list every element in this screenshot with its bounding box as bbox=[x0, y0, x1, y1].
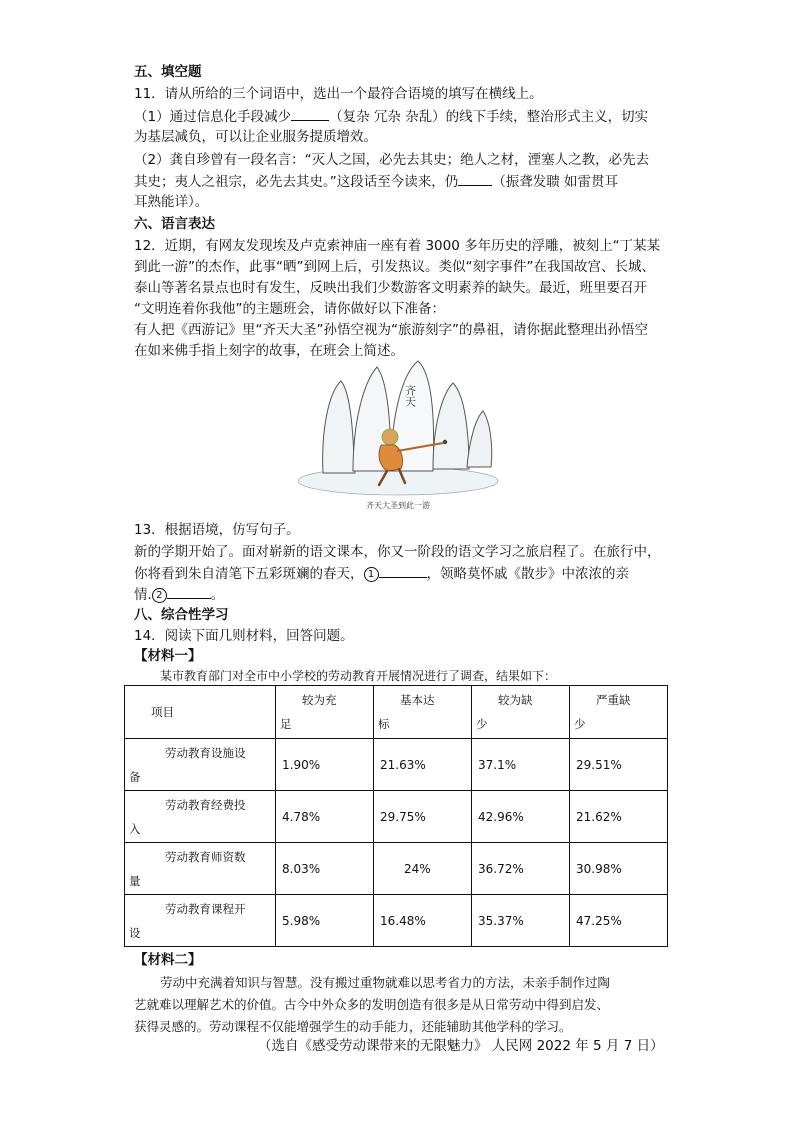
material1-title: 【材料一】 bbox=[134, 648, 202, 664]
q11-stem: 11．请从所给的三个词语中，选出一个最符合语境的填写在横线上。 bbox=[134, 86, 543, 102]
material2-title: 【材料二】 bbox=[134, 952, 202, 968]
q11-part2-line2 bbox=[134, 171, 618, 192]
q11-2-text-c: （振聋发聩 如雷贯耳 bbox=[492, 174, 619, 190]
material2-line3: 获得灵感的。劳动课程不仅能增强学生的动手能力，还能辅助其他学科的学习。 bbox=[134, 1019, 572, 1034]
value-cell: 21.63% bbox=[374, 739, 472, 791]
source-citation: （选自《感受劳动课带来的无限魅力》 人民网 2022 年 5 月 7 日） bbox=[258, 1038, 664, 1054]
illustration-caption: 齐天大圣到此一游 bbox=[366, 501, 430, 510]
q11-part2-line1: （2）龚自珍曾有一段名言：“灭人之国，必先去其史；绝人之材，湮塞人之教，必先去 bbox=[134, 152, 650, 168]
q13-text-b: ，领略莫怀戚《散步》中浓浓的亲 bbox=[426, 566, 629, 582]
q11-part1-line2: 为基层减负，可以让企业服务提质增效。 bbox=[134, 129, 377, 145]
section5-title: 五、填空题 bbox=[134, 64, 202, 80]
q13-line1: 新的学期开始了。面对崭新的语文课本，你又一阶段的语文学习之旅启程了。在旅行中， bbox=[134, 544, 661, 560]
value-cell: 1.90% bbox=[276, 739, 374, 791]
section8-title: 八、综合性学习 bbox=[134, 607, 229, 623]
q11-1-text-a: （1）通过信息化手段减少 bbox=[134, 109, 292, 125]
survey-table bbox=[124, 685, 668, 947]
row-item-cell: 劳动教育师资数 量 bbox=[125, 843, 276, 895]
finger-pillar-5 bbox=[467, 411, 492, 467]
material1-intro: 某市教育部门对全市中小学校的劳动教育开展情况进行了调查，结果如下： bbox=[160, 669, 557, 683]
q13-stem: 13．根据语境，仿写句子。 bbox=[134, 522, 300, 538]
value-cell: 29.75% bbox=[374, 791, 472, 843]
q12-line3: 泰山等著名景点也时有发生，反映出我们少数游客文明素养的缺失。最近，班里要召开 bbox=[134, 280, 647, 296]
header-cell: 项目 bbox=[125, 686, 276, 739]
header-cell: 基本达 标 bbox=[374, 686, 472, 739]
value-cell: 24% bbox=[374, 843, 472, 895]
pillar-inscription: 齐天 bbox=[403, 385, 417, 407]
q12-line6: 在如来佛手指上刻字的故事，在班会上简述。 bbox=[134, 343, 404, 359]
value-cell: 8.03% bbox=[276, 843, 374, 895]
value-cell: 21.62% bbox=[570, 791, 668, 843]
answer-blank-1[interactable] bbox=[291, 106, 329, 121]
answer-blank-4[interactable] bbox=[167, 584, 211, 599]
table-row bbox=[125, 739, 668, 791]
header-cell: 较为充 足 bbox=[276, 686, 374, 739]
finger-pillar-4 bbox=[433, 383, 469, 469]
q13-line2 bbox=[134, 563, 629, 584]
row-item-cell: 劳动教育设施设 备 bbox=[125, 739, 276, 791]
q12-line4: “文明连着你我他”的主题班会，请你做好以下准备： bbox=[134, 301, 445, 317]
q12-line2: 到此一游”的杰作，此事“晒”到网上后，引发热议。类似“刻字事件”在我国故宫、长城、 bbox=[134, 259, 655, 275]
header-cell: 较为缺 少 bbox=[472, 686, 570, 739]
q12-line1: 12．近期，有网友发现埃及卢克索神庙一座有着 3000 多年历史的浮雕，被刻上“丁某某 bbox=[134, 238, 661, 254]
row-item-cell: 劳动教育经费投 入 bbox=[125, 791, 276, 843]
row-item-cell: 劳动教育课程开 设 bbox=[125, 895, 276, 947]
value-cell: 30.98% bbox=[570, 843, 668, 895]
q13-line3 bbox=[134, 584, 224, 605]
q13-text-c: 情. bbox=[134, 587, 152, 603]
q11-2-text-b: 其史；夷人之祖宗，必先去其史。”这段话至今读来，仍 bbox=[134, 174, 459, 190]
table-header-row bbox=[125, 686, 668, 739]
blank-marker-1: 1 bbox=[364, 567, 379, 582]
value-cell: 37.1% bbox=[472, 739, 570, 791]
value-cell: 36.72% bbox=[472, 843, 570, 895]
value-cell: 4.78% bbox=[276, 791, 374, 843]
q14-stem: 14．阅读下面几则材料，回答问题。 bbox=[134, 628, 354, 644]
q12-line5: 有人把《西游记》里“齐天大圣”孙悟空视为“旅游刻字”的鼻祖，请你据此整理出孙悟空 bbox=[134, 322, 648, 338]
header-cell: 严重缺 少 bbox=[570, 686, 668, 739]
q11-part2-line3: 耳熟能详）。 bbox=[134, 194, 209, 210]
material2-line1: 劳动中充满着知识与智慧。没有搬过重物就难以思考省力的方法，未亲手制作过陶 bbox=[160, 975, 611, 990]
value-cell: 47.25% bbox=[570, 895, 668, 947]
table-row bbox=[125, 895, 668, 947]
value-cell: 16.48% bbox=[374, 895, 472, 947]
finger-pillar-1 bbox=[323, 381, 355, 473]
illustration-svg bbox=[293, 353, 503, 513]
q13-text-a: 你将看到朱自清笔下五彩斑斓的春天， bbox=[134, 566, 364, 582]
blank-marker-2: 2 bbox=[152, 588, 167, 603]
value-cell: 5.98% bbox=[276, 895, 374, 947]
value-cell: 29.51% bbox=[570, 739, 668, 791]
q13-text-d: 。 bbox=[210, 587, 225, 603]
answer-blank-3[interactable] bbox=[379, 563, 427, 578]
table-row bbox=[125, 843, 668, 895]
value-cell: 42.96% bbox=[472, 791, 570, 843]
monkey-king-illustration bbox=[293, 353, 503, 513]
value-cell: 35.37% bbox=[472, 895, 570, 947]
answer-blank-2[interactable] bbox=[458, 171, 492, 186]
q11-part1-line1 bbox=[134, 106, 648, 127]
table-row bbox=[125, 791, 668, 843]
q11-1-text-b: （复杂 冗杂 杂乱）的线下手续，整治形式主义，切实 bbox=[329, 109, 649, 125]
material2-line2: 艺就难以理解艺术的价值。古今中外众多的发明创造有很多是从日常劳动中得到启发、 bbox=[134, 997, 610, 1012]
section6-title: 六、语言表达 bbox=[134, 216, 215, 232]
